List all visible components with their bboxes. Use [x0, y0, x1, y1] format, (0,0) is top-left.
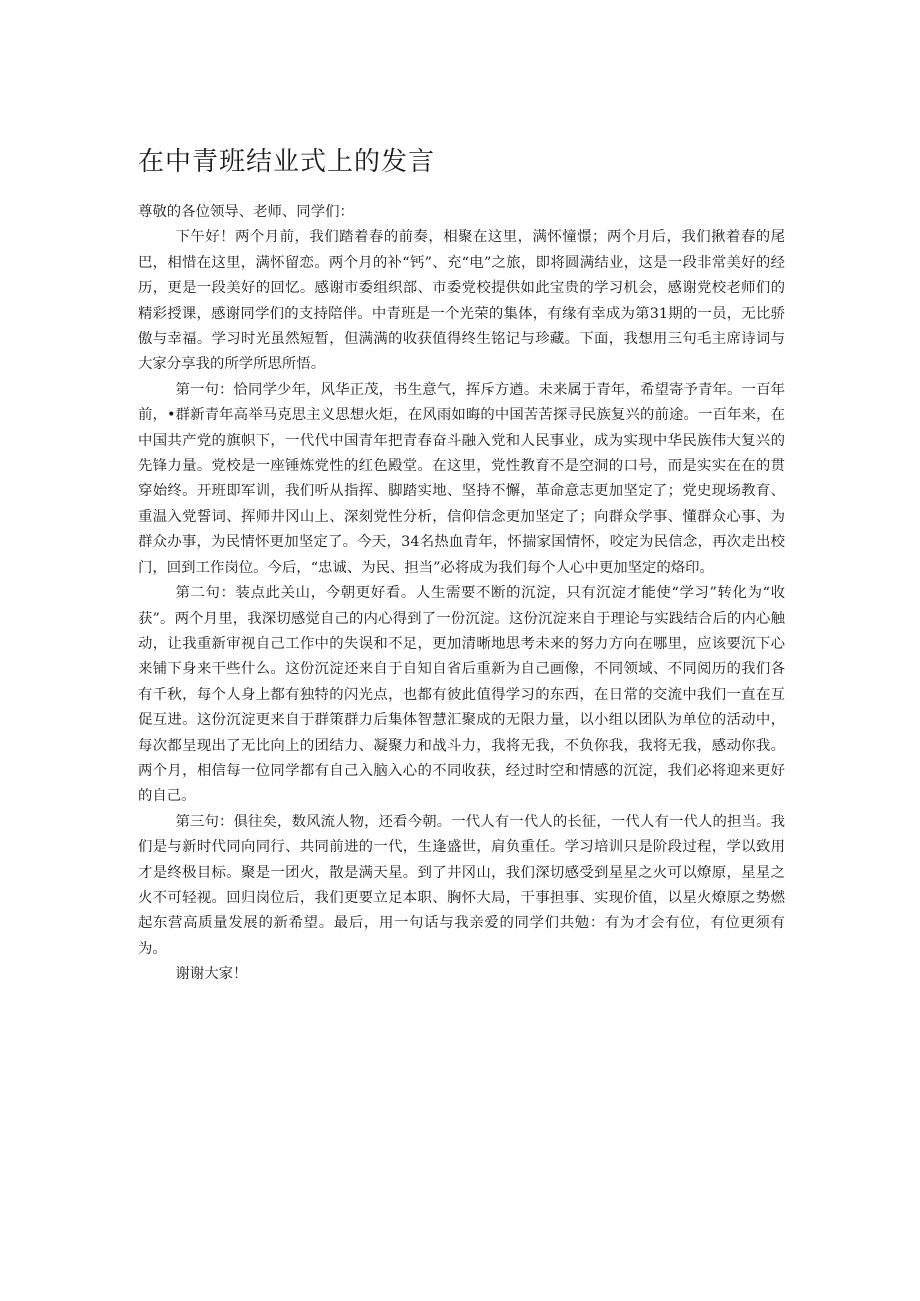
- paragraph-opening: 下午好！两个月前，我们踏着春的前奏，相聚在这里，满怀憧憬；两个月后，我们揪着春的尾巴，相惜在这里，满怀留恋。两个月的补“钙”、充“电”之旅，即将圆满结业，这是一段非常美好的经历，更是一段美好的回忆。感谢市委组织部、市委党校提供如此宝贵的学习机会，感谢党校老师们的精彩授课，感谢同学们的支持陪伴。中青班是一个光荣的集体，有缘有幸成为第31期的一员，无比骄傲与幸福。学习时光虽然短暂，但满满的收获值得终生铭记与珍藏。下面，我想用三句毛主席诗词与大家分享我的所学所思所悟。: [138, 229, 785, 373]
- paragraph-second-verse: 第二句：装点此关山，今朝更好看。人生需要不断的沉淀，只有沉淀才能使“学习”转化为“收获”。两个月里，我深切感觉自己的内心得到了一份沉淀。这份沉淀来自于理论与实践结合后的内心触动，让我重新审视自己工作中的失误和不足，更加清晰地思考未来的努力方向在哪里，应该要沉下心来铺下身来干些什么。这份沉淀还来自于自知自省后重新为自己画像，不同领域、不同阅历的我们各有千秋，每个人身上都有独特的闪光点，也都有彼此值得学习的东西，在日常的交流中我们一直在互促互进。这份沉淀更来自于群策群力后集体智慧汇聚成的无限力量，以小组以团队为单位的活动中，每次都呈现出了无比向上的团结力、凝聚力和战斗力，我将无我，不负你我，我将无我，感动你我。两个月，相信每一位同学都有自己入脑入心的不同收获，经过时空和情感的沉淀，我们必将迎来更好的自己。: [138, 585, 785, 805]
- paragraph-first-verse: 第一句：恰同学少年，风华正茂，书生意气，挥斥方遒。未来属于青年，希望寄予青年。一百年前，•群新青年高举马克思主义思想火炬，在风雨如晦的中国苦苦探寻民族复兴的前途。一百年来，在中国共产党的旗帜下，一代代中国青年把青春奋斗融入党和人民事业，成为实现中华民族伟大复兴的先锋力量。党校是一座锤炼党性的红色殿堂。在这里，党性教育不是空洞的口号，而是实实在在的贯穿始终。开班即军训，我们听从指挥、脚踏实地、坚持不懈，革命意志更加坚定了；党史现场教育、重温入党誓词、挥师井冈山上、深刻党性分析，信仰信念更加坚定了；向群众学事、懂群众心事、为群众办事，为民情怀更加坚定了。今天，34名热血青年，怀揣家国情怀，咬定为民信念，再次走出校门，回到工作岗位。今后，“忠诚、为民、担当”必将成为我们每个人心中更加坚定的烙印。: [138, 381, 785, 576]
- salutation: 尊敬的各位领导、老师、同学们：: [138, 204, 354, 220]
- document-title: 在中青班结业式上的发言: [138, 147, 436, 177]
- paragraph-closing: 谢谢大家！: [175, 966, 248, 983]
- document-page: [138, 142, 785, 988]
- paragraph-third-verse: 第三句：俱往矣，数风流人物，还看今朝。一代人有一代人的长征，一代人有一代人的担当。我们是与新时代同向同行、共同前进的一代，生逢盛世，肩负重任。学习培训只是阶段过程，学以致用才是终极目标。聚是一团火，散是满天星。到了井冈山，我们深切感受到星星之火可以燎原，星星之火不可轻视。回归岗位后，我们更要立足本职、胸怀大局，干事担事、实现价值，以星火燎原之势燃起东营高质量发展的新希望。最后，用一句话与我亲爱的同学们共勉：有为才会有位，有位更须有为。: [138, 813, 785, 957]
